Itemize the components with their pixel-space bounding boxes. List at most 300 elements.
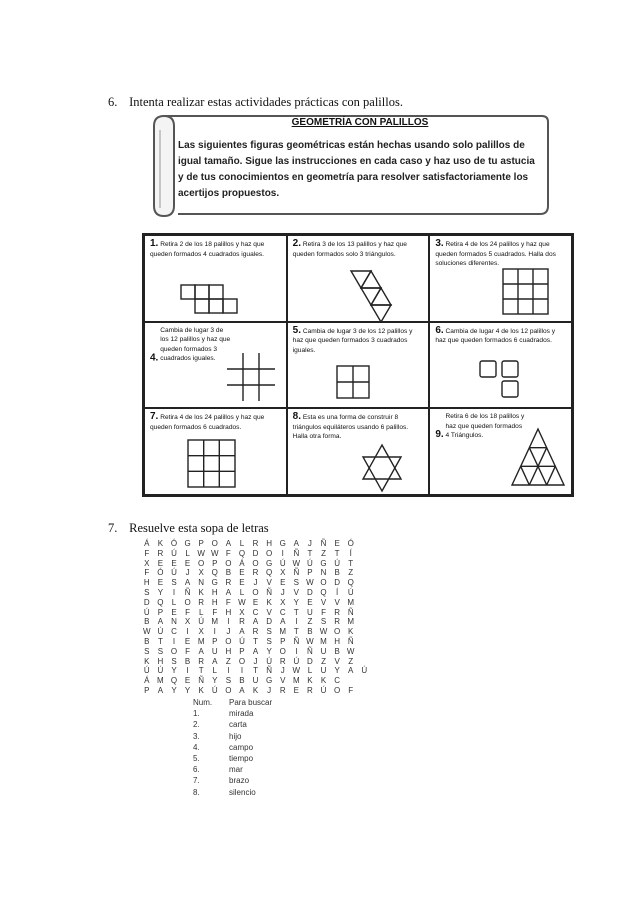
word-search-letter[interactable]: B <box>184 656 191 666</box>
word-search-letter[interactable]: A <box>293 539 299 548</box>
word-search-letter[interactable]: S <box>144 587 150 597</box>
word-search-letter[interactable]: Y <box>293 597 299 607</box>
word-search-letter[interactable]: Q <box>211 568 218 578</box>
word-search-letter[interactable]: H <box>211 597 218 607</box>
word-search-letter[interactable]: I <box>172 636 176 646</box>
word-search-letter[interactable]: E <box>184 558 191 568</box>
word-search-letter[interactable]: O <box>225 636 232 646</box>
word-search-letter[interactable]: O <box>225 558 232 568</box>
word-search-letter[interactable]: Ú <box>171 568 177 578</box>
word-search-letter[interactable]: E <box>184 676 191 686</box>
word-search-letter[interactable]: A <box>239 685 245 695</box>
word-search-letter[interactable]: H <box>266 539 273 548</box>
word-search-letter[interactable]: W <box>238 597 246 607</box>
word-search-letter[interactable]: W <box>197 548 205 558</box>
word-search-letter[interactable]: Ú <box>157 666 164 676</box>
word-search-letter[interactable]: V <box>280 676 286 686</box>
word-search-row <box>140 657 371 667</box>
word-search-letter[interactable]: B <box>334 646 340 656</box>
word-search-letter[interactable]: F <box>348 685 354 695</box>
word-search-letter[interactable]: S <box>320 617 327 627</box>
word-search-letter[interactable]: H <box>334 636 340 646</box>
word-search-letter[interactable]: I <box>281 548 284 558</box>
word-list-word: brazo <box>229 776 250 786</box>
word-list-header-label: Para buscar <box>229 698 273 707</box>
word-search-row <box>140 666 371 676</box>
word-search-letter[interactable]: Ú <box>334 558 340 568</box>
word-search-letter[interactable]: L <box>198 607 204 617</box>
word-search-letter[interactable]: A <box>212 656 218 666</box>
word-search-row <box>140 598 371 608</box>
word-search-letter[interactable]: F <box>144 548 150 558</box>
word-search-letter[interactable]: C <box>334 676 340 686</box>
word-search-letter[interactable]: O <box>198 558 205 568</box>
word-search-letter[interactable]: Ñ <box>266 587 273 597</box>
word-search-letter[interactable]: Ñ <box>320 539 327 548</box>
word-search-letter[interactable]: F <box>185 607 191 617</box>
squares-row-figure <box>180 284 252 318</box>
word-search-letter[interactable]: Ú <box>211 685 218 695</box>
word-search-letter[interactable]: Ñ <box>293 548 300 558</box>
word-search-letter[interactable]: P <box>280 636 286 646</box>
word-search-letter[interactable]: T <box>293 627 299 637</box>
word-search-letter[interactable]: B <box>225 568 232 578</box>
puzzle-8 <box>287 408 430 495</box>
word-search-letter[interactable]: R <box>198 597 205 607</box>
word-search-letter[interactable]: S <box>144 646 150 656</box>
word-search-letter[interactable]: A <box>184 578 191 588</box>
word-search-letter[interactable]: L <box>239 539 245 548</box>
word-search-letter[interactable]: B <box>144 636 150 646</box>
word-search-letter[interactable]: Z <box>321 548 326 558</box>
word-search-letter[interactable]: M <box>279 627 287 637</box>
word-search-letter[interactable]: Ñ <box>266 666 273 676</box>
word-search-letter[interactable]: Y <box>157 587 164 597</box>
word-search-letter[interactable]: V <box>293 587 299 597</box>
word-search-letter[interactable]: R <box>279 685 286 695</box>
word-search-letter[interactable]: A <box>252 617 259 627</box>
word-search-letter[interactable]: R <box>279 656 286 666</box>
word-search-letter[interactable]: O <box>252 558 259 568</box>
word-search-letter[interactable]: Ú <box>239 636 245 646</box>
word-search-letter[interactable]: G <box>184 539 191 548</box>
word-search-letter[interactable]: V <box>266 607 272 617</box>
word-search-letter[interactable]: R <box>198 656 205 666</box>
word-search-letter[interactable]: W <box>292 558 301 568</box>
word-search-row <box>140 686 371 696</box>
word-search-letter[interactable]: Ú <box>347 587 354 597</box>
word-search-letter[interactable]: H <box>211 587 218 597</box>
word-search-letter[interactable]: Ñ <box>293 568 300 578</box>
word-list-number: 1. <box>193 709 200 719</box>
word-search-letter[interactable]: L <box>239 587 245 597</box>
question-7 <box>108 521 269 536</box>
word-search-letter[interactable]: O <box>225 685 232 695</box>
question-7-text: Resuelve esta sopa de letras <box>129 521 269 535</box>
word-search-letter[interactable]: R <box>239 617 245 627</box>
word-search-letter[interactable]: T <box>348 558 354 568</box>
word-search-letter[interactable]: Ó <box>157 568 164 578</box>
word-search-letter[interactable]: Ñ <box>184 587 191 597</box>
word-search-letter[interactable]: F <box>185 646 191 656</box>
word-search-letter[interactable]: W <box>292 666 301 676</box>
word-search-letter[interactable]: O <box>333 627 341 637</box>
word-search-letter[interactable]: J <box>253 578 258 588</box>
word-search-letter[interactable]: Y <box>334 666 340 676</box>
word-list <box>193 697 272 798</box>
word-search-letter[interactable]: I <box>295 617 298 627</box>
word-search-letter[interactable]: P <box>144 685 150 695</box>
word-search-letter[interactable]: I <box>295 646 298 656</box>
word-search-letter[interactable]: E <box>252 597 259 607</box>
word-search-letter[interactable]: P <box>212 636 218 646</box>
word-search-letter[interactable]: K <box>252 685 259 695</box>
word-search-letter[interactable]: Ú <box>307 558 313 568</box>
word-search-letter[interactable]: O <box>252 587 259 597</box>
word-search-letter[interactable]: X <box>239 607 245 617</box>
word-search-row <box>140 588 371 598</box>
word-search-letter[interactable]: J <box>280 587 285 597</box>
word-search-letter[interactable]: O <box>279 646 286 656</box>
word-search-letter[interactable]: O <box>320 578 327 588</box>
word-search-letter[interactable]: D <box>143 597 150 607</box>
word-search-letter[interactable]: Ó <box>170 539 178 548</box>
puzzle-text: Retira 6 de los 18 palillos y haz que queden formados 4 Triángulos. <box>445 413 525 440</box>
word-search-letter[interactable]: R <box>252 568 259 578</box>
word-search-letter[interactable]: H <box>225 646 232 656</box>
word-search-letter[interactable]: C <box>279 607 286 617</box>
panel-title: GEOMETRÍA CON PALILLOS <box>291 117 429 128</box>
word-search-letter[interactable]: T <box>293 607 299 617</box>
word-search-letter[interactable]: T <box>307 548 313 558</box>
puzzle-7 <box>144 408 287 495</box>
word-search-letter[interactable]: I <box>172 587 176 597</box>
word-search-letter[interactable]: T <box>334 548 340 558</box>
word-search-letter[interactable]: F <box>144 568 150 578</box>
word-search-letter[interactable]: R <box>252 539 259 548</box>
word-search-letter[interactable]: Ñ <box>198 676 205 686</box>
word-search-letter[interactable]: C <box>252 607 259 617</box>
word-list-number: 5. <box>193 753 200 763</box>
word-search-letter[interactable]: T <box>157 636 163 646</box>
word-search-letter[interactable]: R <box>334 607 340 617</box>
word-search-letter[interactable]: Q <box>157 597 164 607</box>
word-search-letter[interactable]: Ú <box>361 666 368 676</box>
word-search-letter[interactable]: P <box>198 539 204 548</box>
word-search-letter[interactable]: Z <box>321 656 326 666</box>
word-search-letter[interactable]: G <box>266 558 273 568</box>
word-search-letter[interactable]: Ñ <box>347 607 354 617</box>
word-search-letter[interactable]: A <box>348 666 354 676</box>
word-search-letter[interactable]: A <box>280 617 286 627</box>
word-search-letter[interactable]: A <box>252 646 259 656</box>
word-search-letter[interactable]: X <box>144 558 150 568</box>
word-search-letter[interactable]: Ñ <box>307 646 313 656</box>
word-search-letter[interactable]: E <box>184 636 191 646</box>
word-search-letter[interactable]: P <box>212 558 218 568</box>
word-search-letter[interactable]: Z <box>348 656 354 666</box>
word-search-letter[interactable]: P <box>239 646 245 656</box>
word-search-letter[interactable]: J <box>185 568 190 578</box>
word-search-letter[interactable]: K <box>266 597 272 607</box>
word-search-letter[interactable]: W <box>306 636 314 646</box>
word-search-letter[interactable]: X <box>198 568 204 578</box>
word-search-row <box>140 539 371 549</box>
word-search-letter[interactable]: Y <box>212 676 218 686</box>
word-search-letter[interactable]: Ú <box>171 548 177 558</box>
word-search-letter[interactable]: W <box>210 548 219 558</box>
word-search-letter[interactable]: M <box>197 636 205 646</box>
word-search-row <box>140 637 371 647</box>
three-squares-figure <box>478 359 524 401</box>
word-search-letter[interactable]: M <box>347 597 355 607</box>
word-search-letter[interactable]: R <box>307 685 313 695</box>
word-search-letter[interactable]: F <box>212 607 218 617</box>
word-search-letter[interactable]: W <box>319 627 328 637</box>
word-search-letter[interactable]: Ú <box>320 685 327 695</box>
word-search-letter[interactable]: O <box>184 597 191 607</box>
word-search-letter[interactable]: Ñ <box>347 636 354 646</box>
word-search-letter[interactable]: U <box>211 646 218 656</box>
word-search-letter[interactable]: S <box>266 627 272 637</box>
word-list-number: 2. <box>193 720 200 730</box>
word-search-letter[interactable]: V <box>334 597 340 607</box>
word-search-letter[interactable]: U <box>252 676 259 686</box>
word-list-header <box>193 697 272 708</box>
word-search-letter[interactable]: V <box>320 597 327 607</box>
word-search-letter[interactable]: Q <box>170 676 178 686</box>
word-search-letter[interactable]: L <box>307 666 313 676</box>
word-search-letter[interactable]: Ú <box>143 666 150 676</box>
question-6-text: Intenta realizar estas actividades prácticas con palillos. <box>129 95 403 109</box>
word-search-letter[interactable]: I <box>227 666 230 676</box>
word-search-letter[interactable]: X <box>184 617 191 627</box>
word-search-letter[interactable]: Y <box>266 646 272 656</box>
word-search-letter[interactable]: H <box>225 607 232 617</box>
word-search-letter[interactable]: Y <box>171 666 177 676</box>
word-search-letter[interactable]: J <box>253 656 258 666</box>
word-search-letter[interactable]: O <box>170 646 178 656</box>
word-search-letter[interactable]: O <box>333 685 341 695</box>
word-search-letter[interactable]: Q <box>266 568 273 578</box>
word-search-letter[interactable]: E <box>239 578 245 588</box>
word-search-letter[interactable]: K <box>198 685 204 695</box>
panel-intro: Las siguientes figuras geométricas están hechas usando solo palillos de igual tamaño. Sigue las instrucciones en cada caso y haz uso de tu astucia y de tus conocimientos en geometría para resolver satisfactoriamente los acertijos propuestos. <box>178 140 535 199</box>
word-list-item <box>193 764 272 775</box>
word-search-row <box>140 608 371 618</box>
word-search-letter[interactable]: E <box>171 607 177 617</box>
word-search-letter[interactable]: S <box>225 676 232 686</box>
word-search-letter[interactable]: J <box>280 666 285 676</box>
word-search-letter[interactable]: Q <box>238 548 246 558</box>
puzzle-grid <box>142 233 574 497</box>
word-search-letter[interactable]: A <box>239 627 245 637</box>
word-search-letter[interactable]: I <box>227 617 230 627</box>
word-search-letter[interactable]: F <box>321 607 326 617</box>
word-search-letter[interactable]: X <box>198 627 204 637</box>
word-search-letter[interactable]: F <box>225 548 231 558</box>
word-search-letter[interactable]: E <box>334 539 340 548</box>
word-search-letter[interactable]: S <box>266 636 272 646</box>
word-search-letter[interactable]: F <box>225 597 231 607</box>
word-search-letter[interactable]: P <box>157 607 164 617</box>
word-search-letter[interactable]: O <box>266 548 273 558</box>
word-search-letter[interactable]: K <box>320 676 327 686</box>
word-search-letter[interactable]: U <box>307 607 313 617</box>
word-search-letter[interactable]: T <box>198 666 204 676</box>
word-search-row <box>140 647 371 657</box>
word-search-letter[interactable]: I <box>186 627 189 637</box>
word-search-letter[interactable]: V <box>334 656 340 666</box>
word-search-letter[interactable]: V <box>266 578 272 588</box>
word-search-letter[interactable]: Ú <box>266 656 273 666</box>
word-search-letter[interactable]: I <box>186 666 189 676</box>
word-search-letter[interactable]: J <box>307 539 312 548</box>
word-search-letter[interactable]: O <box>238 656 246 666</box>
word-search-letter[interactable]: D <box>334 578 340 588</box>
word-search-letter[interactable]: A <box>157 685 164 695</box>
word-search-letter[interactable]: T <box>253 666 258 676</box>
word-search-letter[interactable]: E <box>171 558 177 568</box>
word-search-letter[interactable]: T <box>253 636 258 646</box>
word-search-letter[interactable]: I <box>213 627 216 637</box>
word-search-letter[interactable]: W <box>346 646 355 656</box>
word-list-word: campo <box>229 742 254 752</box>
word-search-letter[interactable]: Z <box>225 656 231 666</box>
word-search-letter[interactable]: Q <box>347 578 354 588</box>
word-search-letter[interactable]: A <box>225 539 232 548</box>
word-search-letter[interactable]: Z <box>307 617 313 627</box>
word-search-letter[interactable]: P <box>307 568 313 578</box>
word-search-letter[interactable]: E <box>293 685 299 695</box>
puzzle-9 <box>429 408 572 495</box>
word-search-letter[interactable]: W <box>306 578 314 588</box>
word-search-letter[interactable]: Í <box>349 548 352 558</box>
word-search-letter[interactable]: G <box>279 539 286 548</box>
question-6 <box>108 95 403 110</box>
word-search-letter[interactable]: S <box>293 578 299 588</box>
word-search-letter[interactable]: X <box>280 568 286 578</box>
word-search-letter[interactable]: N <box>320 568 327 578</box>
word-search-letter[interactable]: S <box>171 656 177 666</box>
word-search-letter[interactable]: K <box>348 627 354 637</box>
word-search-letter[interactable]: L <box>212 666 217 676</box>
word-list-word: mirada <box>229 709 254 719</box>
word-search-letter[interactable]: A <box>157 617 164 627</box>
word-search-letter[interactable]: M <box>157 676 164 686</box>
word-search-letter[interactable]: Á <box>239 558 245 568</box>
word-search-row <box>140 627 371 637</box>
word-search-letter[interactable]: Y <box>171 685 177 695</box>
word-search-letter[interactable]: K <box>157 539 164 548</box>
word-search-letter[interactable]: Í <box>335 587 339 597</box>
word-search-letter[interactable]: D <box>307 656 313 666</box>
word-search-letter[interactable]: W <box>143 627 151 637</box>
word-search-letter[interactable]: Ó <box>347 539 354 548</box>
word-search-letter[interactable]: O <box>211 539 218 548</box>
word-search-letter[interactable]: S <box>171 578 177 588</box>
word-search-letter[interactable]: M <box>211 617 219 627</box>
word-search-letter[interactable]: M <box>347 617 355 627</box>
word-search-letter[interactable]: U <box>320 666 327 676</box>
word-list-number: 4. <box>193 742 200 752</box>
word-search-letter[interactable]: Y <box>184 685 191 695</box>
word-search-letter[interactable]: Ñ <box>293 636 300 646</box>
word-search-letter[interactable]: K <box>144 656 150 666</box>
word-search-letter[interactable]: B <box>144 617 150 627</box>
puzzle-text: Retira 4 de los 24 palillos y haz que queden formados 5 cuadrados. Halla dos soluciones diferentes. <box>435 241 556 267</box>
puzzle-number: 8. <box>292 411 301 423</box>
word-list-word: mar <box>229 765 243 775</box>
word-search-letter[interactable]: H <box>157 656 164 666</box>
word-search-letter[interactable]: B <box>239 676 245 686</box>
word-search-letter[interactable]: D <box>307 587 313 597</box>
word-search-letter[interactable]: E <box>239 568 245 578</box>
word-list-word: silencio <box>229 787 256 797</box>
word-search-letter[interactable]: Ú <box>198 617 205 627</box>
word-search-row <box>140 676 371 686</box>
word-search-letter[interactable]: Á <box>144 676 150 686</box>
word-search-letter[interactable]: G <box>266 676 273 686</box>
word-list-number: 8. <box>193 787 200 797</box>
word-search-letter[interactable]: E <box>280 578 286 588</box>
word-search-letter[interactable]: N <box>171 617 177 627</box>
word-search-letter[interactable]: R <box>157 548 164 558</box>
word-list-number: 6. <box>193 765 200 775</box>
word-search-letter[interactable]: B <box>334 568 340 578</box>
word-search-letter[interactable]: Ú <box>279 558 286 568</box>
word-search-letter[interactable]: Ú <box>293 656 300 666</box>
word-search-letter[interactable]: E <box>157 578 164 588</box>
word-search-letter[interactable]: J <box>226 627 231 637</box>
puzzle-text: Retira 3 de los 13 palillos y haz que queden formados solo 3 triángulos. <box>292 241 407 258</box>
word-search-letter[interactable]: D <box>266 617 273 627</box>
word-search-letter[interactable]: C <box>171 627 177 637</box>
word-search-letter[interactable]: R <box>334 617 340 627</box>
word-search-letter[interactable]: H <box>143 578 150 588</box>
word-search-letter[interactable]: Z <box>348 568 354 578</box>
word-search-letter[interactable]: I <box>240 666 244 676</box>
word-search-letter[interactable]: J <box>267 685 272 695</box>
word-search-letter[interactable]: Q <box>320 587 327 597</box>
word-search-letter[interactable]: R <box>225 578 232 588</box>
word-search-letter[interactable]: E <box>307 597 313 607</box>
word-search-letter[interactable]: M <box>292 676 300 686</box>
word-list-number: 3. <box>193 731 200 741</box>
word-search-letter[interactable]: K <box>198 587 204 597</box>
word-search-letter[interactable]: R <box>252 627 259 637</box>
word-search-letter[interactable]: D <box>252 548 259 558</box>
word-search-letter[interactable]: X <box>280 597 286 607</box>
word-search-letter[interactable]: Ú <box>143 607 150 617</box>
word-search-letter[interactable]: U <box>320 646 327 656</box>
word-search-letter[interactable]: E <box>157 558 164 568</box>
word-search-letter[interactable]: S <box>157 646 164 656</box>
word-search-letter[interactable]: N <box>198 578 205 588</box>
word-search-letter[interactable]: L <box>171 597 177 607</box>
word-search-letter[interactable]: Á <box>144 539 150 548</box>
word-search-letter[interactable]: A <box>225 587 232 597</box>
word-search-letter[interactable]: L <box>185 548 190 558</box>
word-search-letter[interactable]: K <box>307 676 313 686</box>
word-search-letter[interactable]: G <box>320 558 327 568</box>
word-search-letter[interactable]: G <box>211 578 218 588</box>
word-search-letter[interactable]: B <box>307 627 313 637</box>
puzzle-number: 4. <box>150 352 159 364</box>
word-search-letter[interactable]: Ú <box>157 627 164 637</box>
word-search-letter[interactable]: A <box>198 646 204 656</box>
word-search-letter[interactable]: M <box>320 636 327 646</box>
